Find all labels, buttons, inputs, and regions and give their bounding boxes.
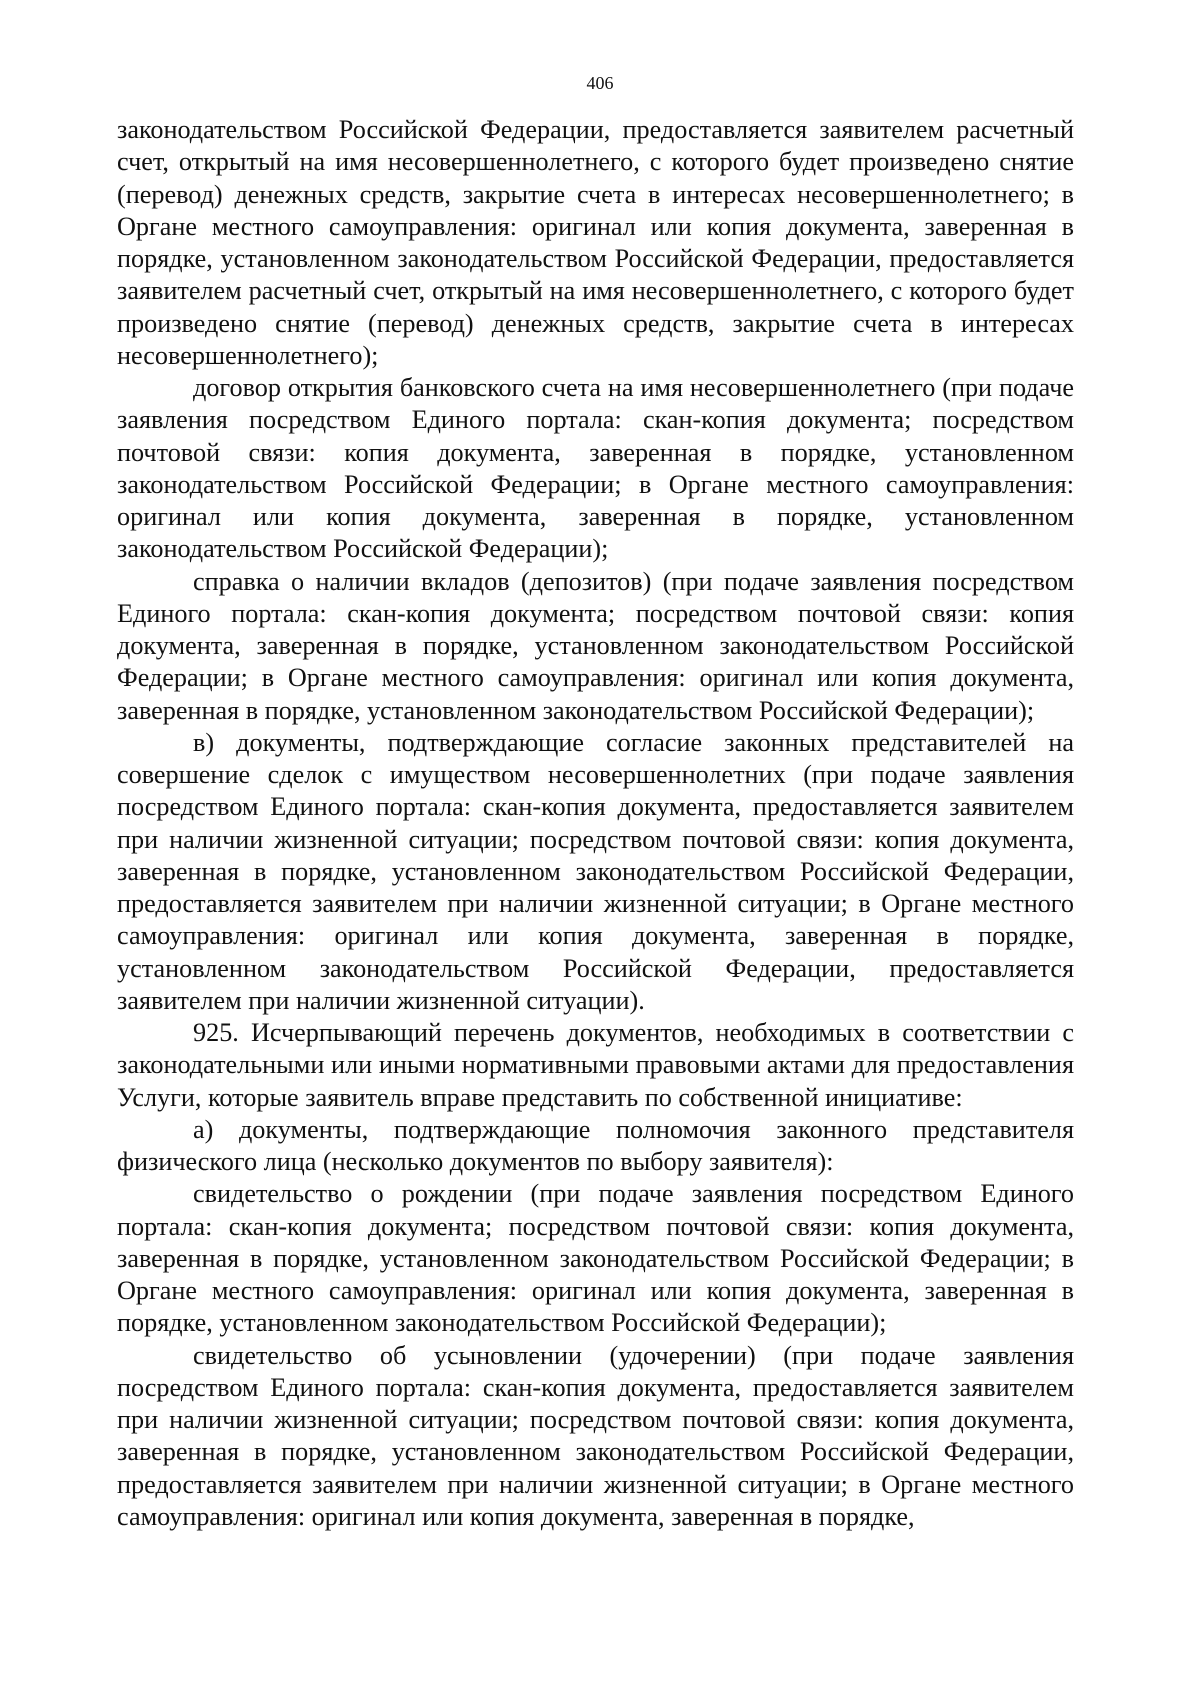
paragraph-adoption-certificate: свидетельство об усыновлении (удочерении) (при подаче заявления посредством Единого портала: скан-копия документа, предоставляется заявителем при наличии жизненной ситуации; посредством почтовой связи: копия документа, заверенная в порядке, установленном законодательством Российской Федерации, предоставляется заявителем при наличии жизненной ситуации; в Органе местного самоуправления: оригинал или копия документа, заверенная в порядке, (117, 1340, 1074, 1531)
paragraph-representative-authority: а) документы, подтверждающие полномочия законного представителя физического лица (несколько документов по выбору заявителя): (117, 1114, 1074, 1176)
paragraph-item-925: 925. Исчерпывающий перечень документов, необходимых в соответствии с законодательными или иными нормативными правовыми актами для предоставления Услуги, которые заявитель вправе представить по собственной инициативе: (117, 1018, 1074, 1112)
paragraph-birth-certificate: свидетельство о рождении (при подаче заявления посредством Единого портала: скан-копия документа; посредством почтовой связи: копия документа, заверенная в порядке, установленном законодательством Российской Федерации; в Органе местного самоуправления: оригинал или копия документа, заверенная в порядке, установленном законодательством Российской Федерации); (117, 1179, 1074, 1338)
paragraph-deposits-certificate: справка о наличии вкладов (депозитов) (при подаче заявления посредством Единого портала: скан-копия документа; посредством почтовой связи: копия документа, заверенная в порядке, установленном законодательством Российской Федерации; в Органе местного самоуправления: оригинал или копия документа, заверенная в порядке, установленном законодательством Российской Федерации); (117, 566, 1074, 725)
paragraph-representatives-consent: в) документы, подтверждающие согласие законных представителей на совершение сделок с имуществом несовершеннолетних (при подаче заявления посредством Единого портала: скан-копия документа, предоставляется заявителем при наличии жизненной ситуации; посредством почтовой связи: копия документа, заверенная в порядке, установленном законодательством Российской Федерации, предоставляется заявителем при наличии жизненной ситуации; в Органе местного самоуправления: оригинал или копия документа, заверенная в порядке, установленном законодательством Российской Федерации, предоставляется заявителем при наличии жизненной ситуации). (117, 727, 1074, 1015)
paragraph-continuation-account: законодательством Российской Федерации, предоставляется заявителем расчетный счет, открытый на имя несовершеннолетнего, с которого будет произведено снятие (перевод) денежных средств, закрытие счета в интересах несовершеннолетнего; в Органе местного самоуправления: оригинал или копия документа, заверенная в порядке, установленном законодательством Российской Федерации, предоставляется заявителем расчетный счет, открытый на имя несовершеннолетнего, с которого будет произведено снятие (перевод) денежных средств, закрытие счета в интересах несовершеннолетнего); (117, 115, 1074, 370)
document-body (117, 114, 1074, 1533)
page-number: 406 (586, 73, 614, 93)
paragraph-bank-account-contract: договор открытия банковского счета на имя несовершеннолетнего (при подаче заявления посредством Единого портала: скан-копия документа; посредством почтовой связи: копия документа, заверенная в порядке, установленном законодательством Российской Федерации; в Органе местного самоуправления: оригинал или копия документа, заверенная в порядке, установленном законодательством Российской Федерации); (117, 373, 1074, 564)
